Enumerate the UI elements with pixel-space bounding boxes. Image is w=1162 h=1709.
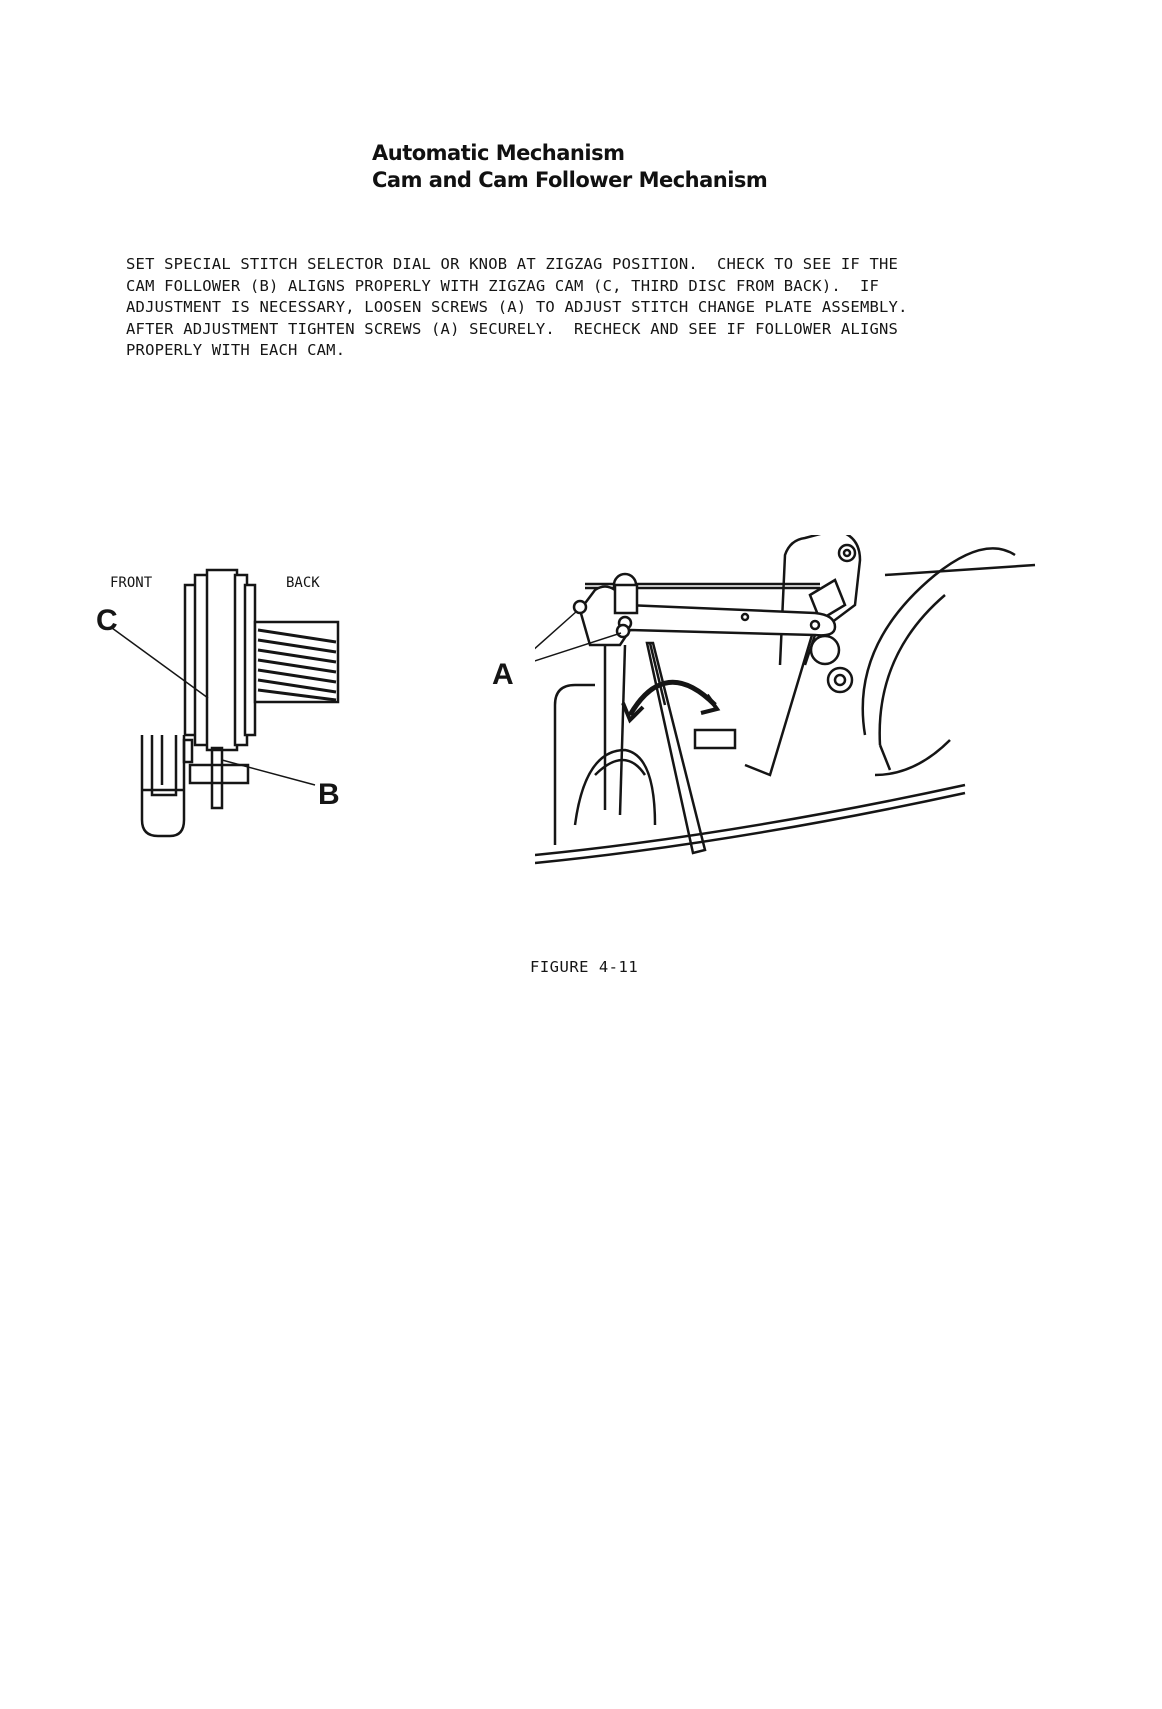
cam-discs [185,570,255,750]
label-a: A [492,658,514,690]
instruction-line: CAM FOLLOWER (B) ALIGNS PROPERLY WITH ZIGZAG CAM (C, THIRD DISC FROM BACK). IF [126,276,880,295]
section-heading [372,140,767,194]
heading-line-2: Cam and Cam Follower Mechanism [372,168,768,192]
label-b: B [318,778,340,811]
cam-stack-diagram [90,560,390,860]
back-label: BACK [286,575,320,591]
slide-block [695,730,735,748]
cam-shaft [255,622,338,702]
instruction-line: SET SPECIAL STITCH SELECTOR DIAL OR KNOB AT ZIGZAG POSITION. CHECK TO SEE IF THE [126,255,899,273]
figure-caption: FIGURE 4-11 [530,958,639,976]
front-label: FRONT [110,575,153,591]
instruction-line: ADJUSTMENT IS NECESSARY, LOOSEN SCREWS (A) TO ADJUST STITCH CHANGE PLATE ASSEMBLY. [126,298,908,316]
instruction-line: PROPERLY WITH EACH CAM. [126,341,346,359]
label-c: C [96,604,118,637]
follower-arm [575,645,655,825]
label-a-holder [490,650,540,690]
cam-housing [863,548,1015,770]
instruction-line: AFTER ADJUSTMENT TIGHTEN SCREWS (A) SECURELY. RECHECK AND SEE IF FOLLOWER ALIGNS [126,319,899,338]
mounting-bracket [745,535,860,775]
stitch-change-plate-diagram [535,535,1055,875]
heading-line-1: Automatic Mechanism [372,141,625,165]
instruction-paragraph [126,254,1026,362]
